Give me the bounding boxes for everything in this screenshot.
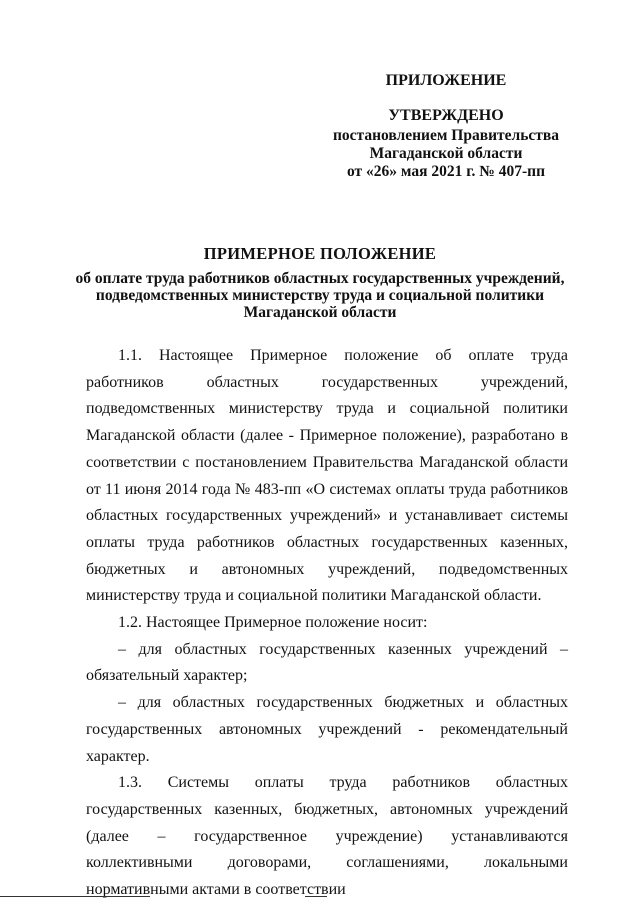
- footer-rule-left: [0, 896, 150, 897]
- approval-decree: [330, 127, 562, 181]
- footer-rule-center: [305, 896, 327, 897]
- paragraph-1-2: 1.2. Настоящее Примерное положение носит:: [118, 614, 428, 632]
- approved-label: УТВЕРЖДЕНО: [388, 107, 504, 124]
- approval-line-1: постановлением Правительства: [332, 127, 560, 144]
- paragraph-1-3: 1.3. Системы оплаты труда работников областных государственных казенных, бюджетных, автономных учреждений (далее – государственное учреждение) устанавливаются коллективными договорами, соглашениями, локальными нормативными актами в соответствии: [86, 774, 568, 899]
- paragraph-list-item-1: – для областных государственных казенных учреждений – обязательный характер;: [86, 640, 568, 685]
- appendix-label: ПРИЛОЖЕНИЕ: [385, 72, 507, 89]
- document-title-block: [60, 244, 580, 321]
- document-subtitle-line-2: подведомственных министерству труда и социальной политики: [95, 287, 545, 304]
- approval-line-3: от «26» мая 2021 г. № 407-пп: [346, 163, 545, 180]
- paragraph-list-item-2: – для областных государственных бюджетных и областных государственных автономных учреждений - рекомендательный характер.: [86, 694, 568, 765]
- document-subtitle-line-3: Магаданской области: [243, 304, 397, 321]
- document-subtitle-line-1: об оплате труда работников областных государственных учреждений,: [75, 270, 565, 287]
- document-body: [86, 343, 568, 904]
- paragraph-1-1: 1.1. Настоящее Примерное положение об оплате труда работников областных государственных учреждений, подведомственных министерству труда и социальной политики Магаданской области (далее - Примерное положение), разработано в соответствии с постановлением Правительства Магаданской области от 11 июня 2014 года № 483-пп «О системах оплаты труда работников областных государственных учреждений» и устанавливает системы оплаты труда работников областных государственных казенных, бюджетных и автономных учреждений, подведомственных министерству труда и социальной политики Магаданской области.: [86, 347, 568, 605]
- approval-line-2: Магаданской области: [369, 145, 523, 162]
- document-title: ПРИМЕРНОЕ ПОЛОЖЕНИЕ: [203, 244, 437, 263]
